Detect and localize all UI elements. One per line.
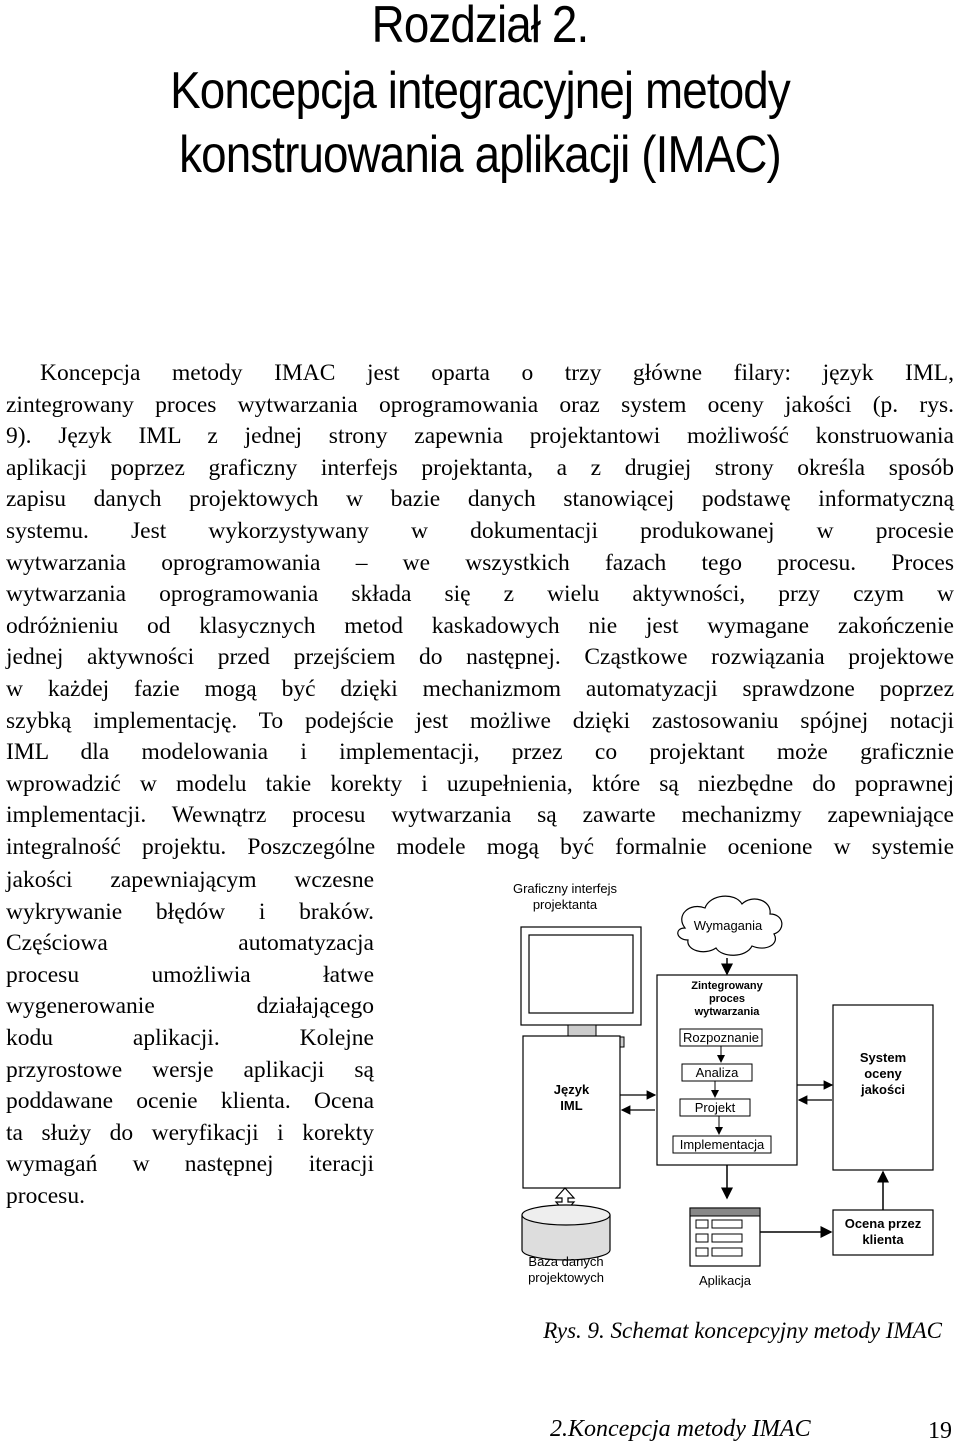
text-line: wykrywanie błędów i braków.	[6, 898, 374, 925]
chapter-number: Rozdział 2.	[371, 0, 589, 54]
process-label-line: wytwarzania	[694, 1006, 760, 1018]
database-label-line: Baza danych	[528, 1254, 604, 1269]
client-label-line: Ocena przez	[844, 1216, 922, 1231]
text-line: wygenerowanie działającego	[6, 993, 374, 1020]
text-line: wytwarzania oprogramowania – we wszystkich fazach tego procesu. Proces	[6, 549, 954, 576]
text-line: kodu aplikacji. Kolejne	[6, 1024, 374, 1051]
phase-analysis-label: Analiza	[695, 1065, 739, 1080]
body-paragraph	[6, 358, 954, 864]
figure-caption: Rys. 9. Schemat koncepcyjny metody IMAC	[543, 1318, 942, 1343]
application-window-icon	[690, 1208, 760, 1266]
text-line: jednej aktywności przed przejściem do następnej. Cząstkowe rozwiązania projektowe	[6, 644, 954, 671]
chapter-title-line-1: Koncepcja integracyjnej metody	[170, 62, 790, 120]
text-line: procesu umożliwia łatwe	[6, 961, 374, 988]
text-line: systemu. Jest wykorzystywany w dokumentacji produkowanej w procesie	[6, 517, 954, 544]
text-line: Koncepcja metody IMAC jest oparta o trzy główne filary: język IML,	[40, 360, 954, 386]
text-line: 9). Język IML z jednej strony zapewnia projektantowi możliwość konstruowania	[6, 423, 954, 450]
quality-label	[833, 1050, 933, 1098]
page-number: 19	[928, 1418, 952, 1444]
process-label-line: Zintegrowany	[691, 980, 763, 992]
client-label	[833, 1216, 933, 1248]
database-label-line: projektowych	[528, 1270, 604, 1285]
database-icon	[522, 1205, 610, 1260]
chapter-title-line-2: konstruowania aplikacji (IMAC)	[179, 126, 781, 184]
text-line: aplikacji poprzez graficzny interfejs projektanta, a z drugiej strony określa sposób	[6, 454, 954, 481]
text-line: implementacji. Wewnątrz procesu wytwarzania są zawarte mechanizmy zapewniające	[6, 802, 954, 829]
imac-concept-diagram	[490, 870, 960, 1300]
text-line: ta służy do weryfikacji i korekty	[6, 1119, 374, 1146]
iml-label-line: Język	[553, 1082, 590, 1097]
text-line: wprowadzić w modelu takie korekty i uzupełnienia, które są niezbędne do poprawnej	[6, 770, 954, 797]
gui-label-line: Graficzny interfejs	[512, 881, 618, 896]
requirements-label: Wymagania	[693, 918, 763, 933]
side-paragraph	[6, 865, 374, 1213]
text-line: w każdej fazie mogą być dzięki mechanizmom automatyzacji sprawdzone poprzez	[6, 675, 954, 702]
text-line: jakości zapewniającym wczesne	[6, 867, 374, 893]
text-line: wytwarzania oprogramowania składa się z wielu aktywności, przy czym w	[6, 581, 954, 608]
text-line: poddawane ocenie klienta. Ocena	[6, 1088, 374, 1115]
quality-label-line: System	[859, 1050, 907, 1065]
quality-label-line: jakości	[860, 1082, 906, 1097]
text-line: zapisu danych projektowych w bazie danych stanowiącej podstawę informatyczną	[6, 486, 954, 513]
text-line: szybką implementację. To podejście jest możliwe dzięki zastosowaniu spójnej notacji	[6, 707, 954, 734]
text-line: zintegrowany proces wytwarzania oprogramowania oraz system oceny jakości (p. rys.	[6, 391, 954, 418]
application-label: Aplikacja	[698, 1273, 752, 1288]
iml-label	[523, 1082, 620, 1114]
text-line: IML dla modelowania i implementacji, przez co projektant może graficznie	[6, 739, 954, 766]
quality-label-line: oceny	[864, 1066, 902, 1081]
gui-label-line: projektanta	[532, 897, 598, 912]
process-label-line: proces	[708, 993, 746, 1005]
iml-label-line: IML	[560, 1098, 583, 1113]
text-line: Częściowa automatyzacja	[6, 930, 374, 957]
text-line: odróżnieniu od klasycznych metod kaskadowych nie jest wymagane zakończenie	[6, 612, 954, 639]
gui-label	[490, 881, 640, 913]
footer-chapter-title: 2.Koncepcja metody IMAC	[550, 1416, 811, 1442]
client-label-line: klienta	[862, 1232, 904, 1247]
process-label	[657, 980, 797, 1019]
phase-recognition-label: Rozpoznanie	[683, 1030, 759, 1045]
monitor-icon	[521, 927, 641, 1047]
database-label	[506, 1254, 626, 1286]
text-line: integralność projektu. Poszczególne modele mogą być formalnie ocenione w systemie	[6, 833, 954, 860]
text-line: procesu.	[6, 1182, 85, 1209]
text-line: przyrostowe wersje aplikacji są	[6, 1056, 374, 1083]
text-line: wymagań w następnej iteracji	[6, 1151, 374, 1178]
phase-implementation-label: Implementacja	[679, 1137, 765, 1152]
phase-design-label: Projekt	[694, 1100, 736, 1115]
